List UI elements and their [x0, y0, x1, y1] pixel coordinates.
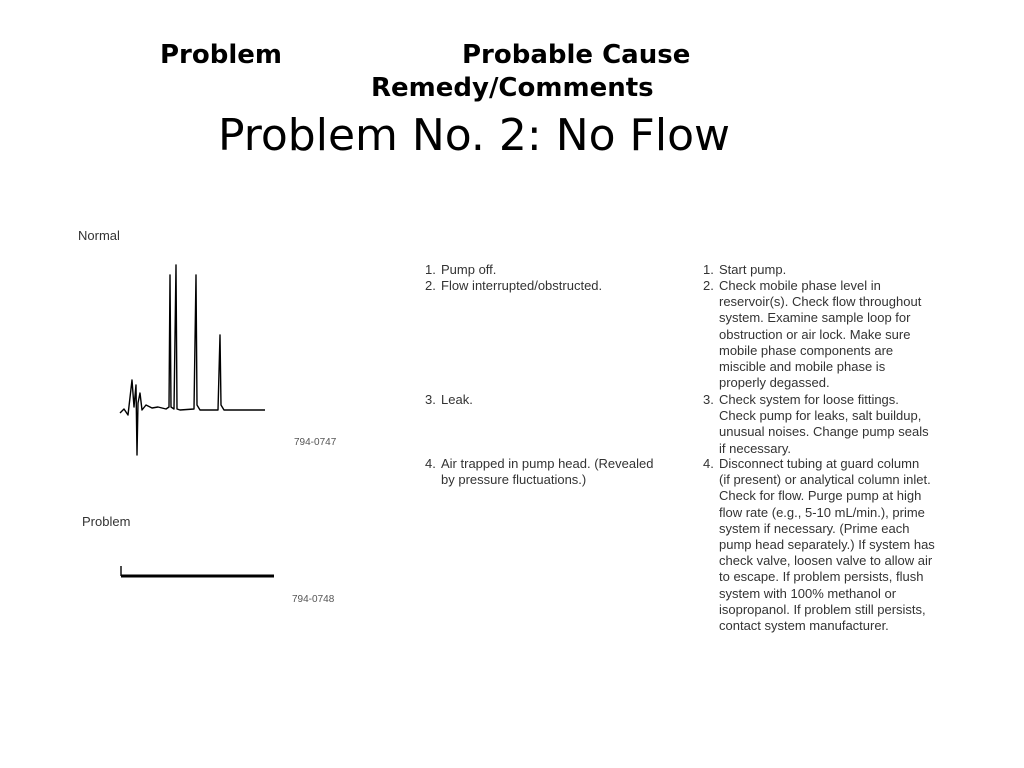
remedy-item-1 — [703, 262, 786, 278]
problem-flat-trace — [110, 558, 280, 588]
remedy-number: 3. — [703, 392, 714, 407]
cause-item-1 — [425, 262, 496, 278]
cause-text: Leak. — [441, 392, 473, 407]
remedy-item-3 — [703, 392, 929, 457]
cause-number: 1. — [425, 262, 436, 277]
problem-figure-code: 794-0748 — [292, 594, 335, 605]
cause-text: Pump off. — [441, 262, 497, 277]
remedy-item-2 — [703, 278, 921, 391]
header-remedy-comments: Remedy/Comments — [371, 73, 654, 103]
header-probable-cause: Probable Cause — [462, 40, 691, 70]
cause-number: 2. — [425, 278, 436, 293]
cause-number: 3. — [425, 392, 436, 407]
remedy-number: 1. — [703, 262, 714, 277]
cause-item-3 — [425, 392, 473, 408]
cause-text: Air trapped in pump head. (Revealed by pressure fluctuations.) — [441, 456, 654, 488]
remedy-item-4 — [703, 456, 935, 634]
cause-item-4 — [425, 456, 653, 488]
normal-figure-label: Normal — [78, 228, 120, 243]
page-title: Problem No. 2: No Flow — [218, 110, 730, 161]
header-problem: Problem — [160, 40, 282, 70]
remedy-text: Start pump. — [719, 262, 787, 277]
cause-text: Flow interrupted/obstructed. — [441, 278, 603, 293]
problem-figure-label: Problem — [82, 514, 131, 529]
cause-number: 4. — [425, 456, 436, 471]
remedy-text: Check mobile phase level in reservoir(s). Check flow throughout system. Examine sample loop for obstruction or air lock. Make sure mobile phase components are miscible and mobile phase is properly degassed. — [719, 278, 922, 391]
cause-item-2 — [425, 278, 602, 294]
remedy-number: 4. — [703, 456, 714, 471]
normal-chromatogram-trace — [110, 255, 280, 465]
normal-figure-code: 794-0747 — [294, 437, 337, 448]
remedy-text: Check system for loose fittings. Check pump for leaks, salt buildup, unusual noises. Change pump seals if necessary. — [719, 392, 929, 456]
remedy-text: Disconnect tubing at guard column (if present) or analytical column inlet. Check for flow. Purge pump at high flow rate (e.g., 5-10 mL/min.), prime system if necessary. (Prime each pump head separately.) If system has check valve, loosen valve to allow air to escape. If problem persists, flush system with 100% methanol or isopropanol. If problem still persists, contact system manufacturer. — [719, 456, 935, 634]
remedy-number: 2. — [703, 278, 714, 293]
